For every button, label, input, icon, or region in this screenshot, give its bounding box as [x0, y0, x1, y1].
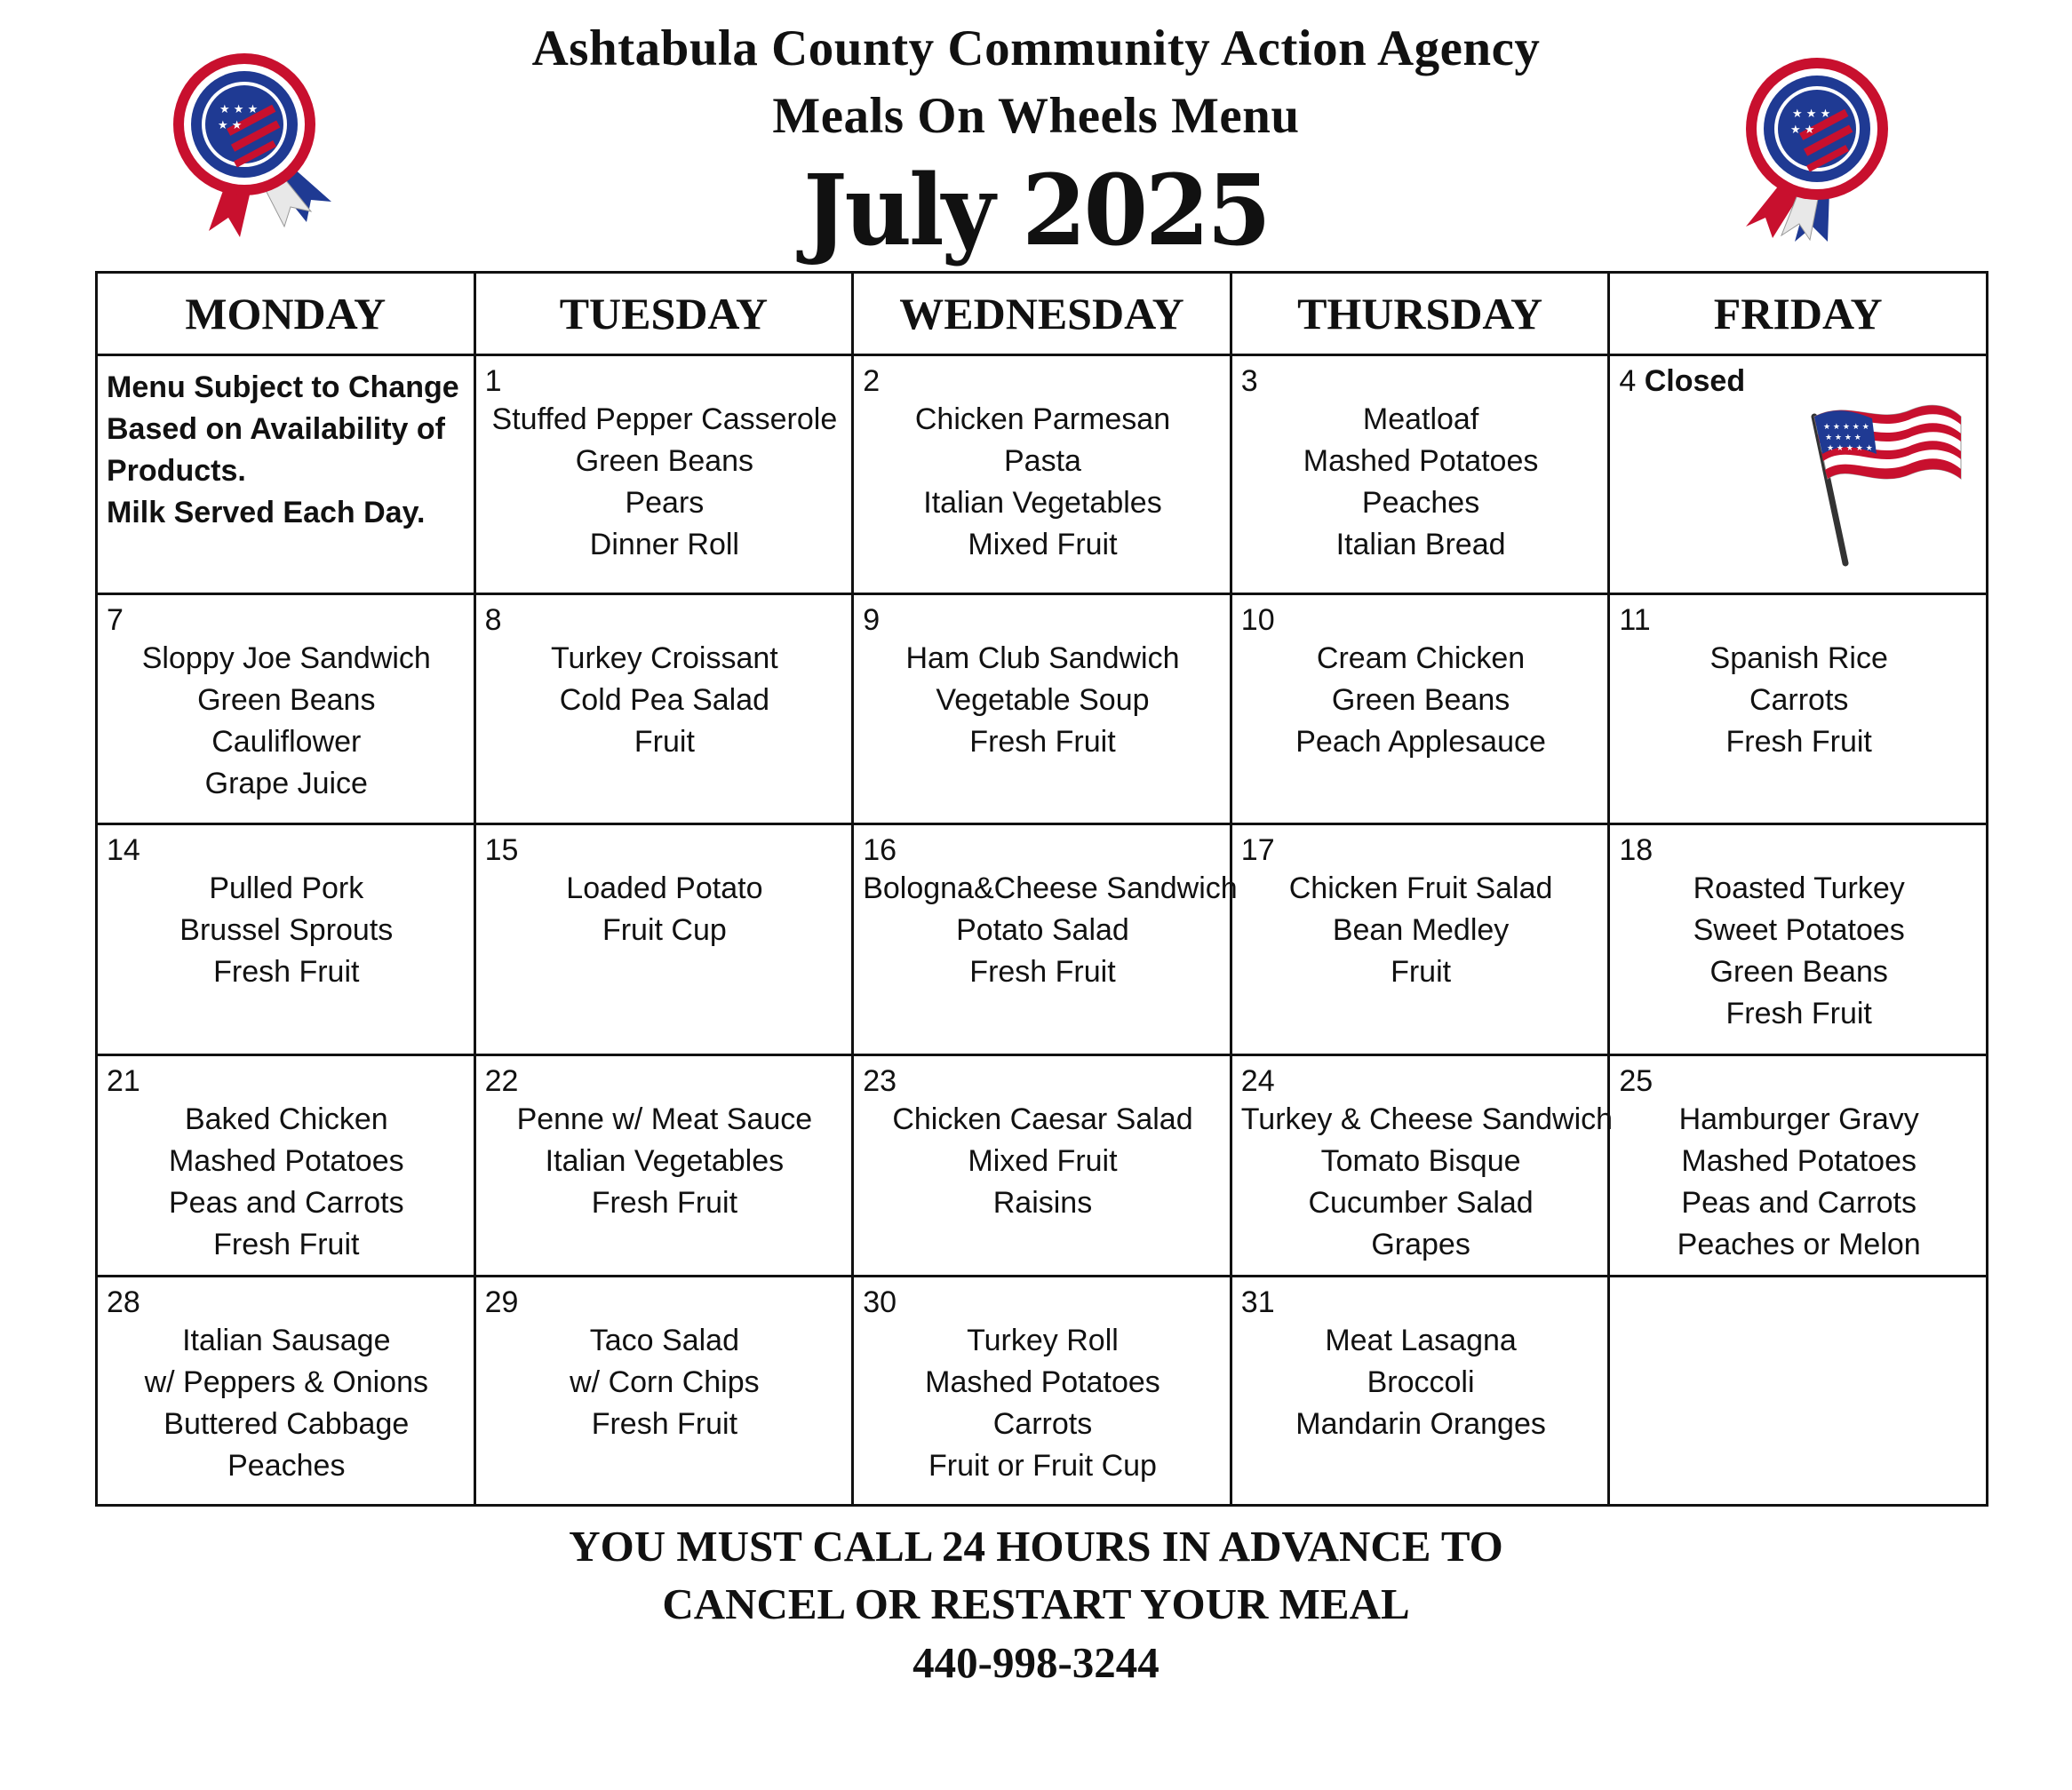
menu-item: Bean Medley [1332, 913, 1510, 947]
menu-item: Fresh Fruit [213, 1228, 360, 1261]
menu-item: Baked Chicken [184, 1102, 388, 1136]
day-cell [97, 1055, 475, 1277]
day-cell [1231, 594, 1609, 824]
menu-item: Sloppy Joe Sandwich [141, 641, 431, 675]
empty-day-cell [1609, 1277, 1988, 1506]
weekday-header-row [97, 273, 1988, 355]
menu-items [107, 868, 466, 993]
menu-items [107, 638, 466, 805]
menu-item: Fruit or Fruit Cup [928, 1449, 1157, 1483]
week-row [97, 594, 1988, 824]
menu-item: Italian Sausage [182, 1324, 391, 1357]
menu-items [863, 638, 1223, 763]
day-number: 2 [863, 364, 881, 398]
day-cell [97, 1277, 475, 1506]
day-number: 21 [107, 1064, 140, 1098]
weekday-header-wednesday: WEDNESDAY [853, 273, 1231, 355]
day-number: 28 [107, 1285, 140, 1319]
menu-items [863, 1099, 1223, 1224]
menu-item: Chicken Caesar Salad [892, 1102, 1193, 1136]
svg-text:★ ★ ★ ★ ★: ★ ★ ★ ★ ★ [1827, 444, 1874, 453]
menu-items [485, 1099, 845, 1224]
note-line: Menu Subject to Change [107, 370, 459, 404]
day-cell [853, 355, 1231, 594]
menu-item: Brussel Sprouts [179, 913, 394, 947]
menu-item: Fresh Fruit [591, 1186, 738, 1220]
menu-item: Sweet Potatoes [1693, 913, 1905, 947]
menu-item: Vegetable Soup [936, 683, 1150, 717]
weekday-header-friday: FRIDAY [1609, 273, 1988, 355]
day-cell [1231, 1277, 1609, 1506]
menu-items [1619, 1099, 1979, 1266]
menu-item: Mixed Fruit [968, 1144, 1118, 1178]
menu-item: Meat Lasagna [1325, 1324, 1517, 1357]
menu-items [485, 399, 845, 566]
menu-item: Ham Club Sandwich [905, 641, 1180, 675]
cancel-notice-line-2: CANCEL OR RESTART YOUR MEAL [662, 1579, 1410, 1628]
note-cell [97, 355, 475, 594]
menu-item: Mashed Potatoes [925, 1365, 1160, 1399]
day-number: 30 [863, 1285, 897, 1319]
menu-item: Potato Salad [956, 913, 1129, 947]
menu-item: Peaches or Melon [1677, 1228, 1921, 1261]
menu-item: Chicken Parmesan [914, 402, 1171, 436]
closed-day-cell [1609, 355, 1988, 594]
menu-item: Pulled Pork [209, 871, 364, 905]
menu-item: Fruit [634, 725, 695, 759]
menu-item: Peaches [1361, 486, 1480, 520]
menu-item: Turkey Croissant [551, 641, 778, 675]
svg-text:★ ★ ★: ★ ★ ★ [219, 103, 259, 116]
agency-name: Ashtabula County Community Action Agency [531, 20, 1541, 76]
menu-item: Fresh Fruit [969, 725, 1116, 759]
day-cell [474, 594, 853, 824]
day-cell [853, 594, 1231, 824]
menu-item: Turkey & Cheese Sandwich [1240, 1102, 1614, 1136]
menu-item: Green Beans [197, 683, 376, 717]
day-cell [1231, 1055, 1614, 1277]
day-number: 3 [1240, 364, 1258, 398]
menu-item: Carrots [992, 1407, 1093, 1441]
menu-item: Green Beans [575, 444, 754, 478]
menu-item: Mashed Potatoes [1303, 444, 1539, 478]
day-cell [474, 355, 853, 594]
menu-item: Loaded Potato [566, 871, 763, 905]
closed-label: Closed [1644, 364, 1746, 398]
menu-item: Mashed Potatoes [168, 1144, 404, 1178]
menu-item: Taco Salad [589, 1324, 739, 1357]
menu-item: Fruit [1391, 955, 1452, 989]
menu-item: Spanish Rice [1709, 641, 1888, 675]
weekday-header-monday: MONDAY [97, 273, 475, 355]
day-cell [474, 1055, 853, 1277]
menu-item: Fruit Cup [602, 913, 727, 947]
menu-item: Roasted Turkey [1693, 871, 1905, 905]
menu-item: Pears [625, 486, 705, 520]
menu-item: Bologna&Cheese Sandwich [863, 871, 1238, 905]
cancel-notice-line-1: YOU MUST CALL 24 HOURS IN ADVANCE TO [569, 1522, 1503, 1571]
menu-items [1619, 868, 1979, 1035]
menu-items [863, 868, 1238, 993]
day-cell [1231, 824, 1609, 1055]
menu-item: Italian Vegetables [545, 1144, 785, 1178]
menu-items [1241, 399, 1601, 566]
rosette-icon-left [164, 49, 333, 240]
menu-item: Fresh Fruit [1725, 725, 1872, 759]
svg-text:★ ★ ★ ★ ★: ★ ★ ★ ★ ★ [1823, 423, 1870, 432]
rosette-icon-right [1728, 53, 1897, 244]
day-cell [1231, 355, 1609, 594]
week-row [97, 355, 1988, 594]
american-flag-icon [1779, 390, 1965, 568]
menu-item: Stuffed Pepper Casserole [491, 402, 838, 436]
day-number: 14 [107, 833, 140, 867]
day-number: 8 [484, 603, 502, 637]
menu-item: Grape Juice [204, 767, 368, 800]
menu-item: Mashed Potatoes [1681, 1144, 1917, 1178]
day-number: 24 [1240, 1064, 1275, 1098]
svg-text:★ ★: ★ ★ [218, 119, 243, 132]
weekday-header-tuesday: TUESDAY [474, 273, 853, 355]
svg-text:★ ★ ★ ★: ★ ★ ★ ★ [1825, 434, 1862, 442]
day-cell [474, 824, 853, 1055]
weekday-header-thursday: THURSDAY [1231, 273, 1609, 355]
day-cell [474, 1277, 853, 1506]
day-number: 1 [484, 364, 502, 398]
note-line: Milk Served Each Day. [107, 496, 426, 529]
menu-item: Peas and Carrots [1681, 1186, 1917, 1220]
menu-item: Meatloaf [1362, 402, 1479, 436]
menu-item: Cream Chicken [1316, 641, 1526, 675]
menu-items [1241, 868, 1601, 993]
menu-item: Grapes [1371, 1228, 1470, 1261]
day-cell [853, 1277, 1231, 1506]
day-number: 9 [863, 603, 881, 637]
menu-items [1241, 1320, 1601, 1445]
menu-item: Cold Pea Salad [559, 683, 770, 717]
week-row [97, 1277, 1988, 1506]
menu-item: Cucumber Salad [1308, 1186, 1534, 1220]
menu-item: Mixed Fruit [968, 528, 1118, 561]
menu-item: Fresh Fruit [1725, 997, 1872, 1030]
menu-item: Peas and Carrots [169, 1186, 404, 1220]
menu-title: Meals On Wheels Menu [772, 88, 1300, 144]
menu-items [1240, 1099, 1614, 1266]
menu-item: Fresh Fruit [591, 1407, 738, 1441]
menu-item: Cauliflower [211, 725, 362, 759]
day-number: 17 [1240, 833, 1275, 867]
svg-text:★ ★: ★ ★ [1790, 123, 1815, 137]
day-number-value: 4 [1619, 364, 1637, 398]
day-cell [97, 594, 475, 824]
day-number: 29 [484, 1285, 519, 1319]
menu-item: Peach Applesauce [1295, 725, 1546, 759]
menu-item: Green Beans [1709, 955, 1888, 989]
menu-item: w/ Corn Chips [570, 1365, 760, 1399]
menu-items [863, 1320, 1223, 1487]
day-cell [1609, 824, 1988, 1055]
menu-item: Broccoli [1367, 1365, 1475, 1399]
menu-item: Fresh Fruit [969, 955, 1116, 989]
note-line: Based on Availability of [107, 412, 446, 446]
menu-items [1241, 638, 1601, 763]
menu-item: Italian Vegetables [923, 486, 1162, 520]
day-number: 7 [107, 603, 124, 637]
menu-item: Dinner Roll [589, 528, 739, 561]
month-title: July 2025 [803, 152, 1269, 268]
menu-item: Penne w/ Meat Sauce [516, 1102, 813, 1136]
day-number: 23 [863, 1064, 897, 1098]
menu-item: Buttered Cabbage [163, 1407, 410, 1441]
menu-item: Green Beans [1331, 683, 1510, 717]
day-cell [1609, 1055, 1988, 1277]
menu-item: w/ Peppers & Onions [144, 1365, 428, 1399]
menu-item: Mandarin Oranges [1295, 1407, 1546, 1441]
menu-items [107, 1099, 466, 1266]
day-number: 18 [1619, 833, 1654, 867]
day-cell [97, 824, 475, 1055]
menu-item: Carrots [1749, 683, 1849, 717]
menu-item: Tomato Bisque [1320, 1144, 1521, 1178]
day-number: 15 [484, 833, 519, 867]
day-number: 16 [863, 833, 897, 867]
day-number: 10 [1240, 603, 1275, 637]
day-number: 25 [1619, 1064, 1654, 1098]
day-cell [853, 824, 1238, 1055]
menu-items [863, 399, 1223, 566]
menu-item: Hamburger Gravy [1678, 1102, 1919, 1136]
menu-items [485, 868, 845, 951]
day-number: 22 [484, 1064, 519, 1098]
menu-items [485, 1320, 845, 1445]
menu-items [107, 1320, 466, 1487]
menu-note [107, 363, 466, 534]
menu-item: Fresh Fruit [213, 955, 360, 989]
menu-item: Italian Bread [1335, 528, 1506, 561]
phone-number: 440-998-3244 [912, 1638, 1160, 1687]
day-number: 31 [1240, 1285, 1275, 1319]
menu-calendar [95, 271, 1988, 1507]
day-cell [1609, 594, 1988, 824]
week-row [97, 824, 1988, 1055]
menu-item: Turkey Roll [967, 1324, 1119, 1357]
menu-item: Pasta [1004, 444, 1081, 478]
menu-items [1619, 638, 1979, 763]
menu-items [485, 638, 845, 763]
svg-text:★ ★ ★: ★ ★ ★ [1792, 107, 1831, 121]
menu-item: Peaches [227, 1449, 346, 1483]
week-row [97, 1055, 1988, 1277]
menu-item: Chicken Fruit Salad [1288, 871, 1553, 905]
day-number: 11 [1619, 603, 1651, 637]
note-line: Products. [107, 454, 246, 488]
day-cell [853, 1055, 1231, 1277]
menu-item: Raisins [992, 1186, 1093, 1220]
